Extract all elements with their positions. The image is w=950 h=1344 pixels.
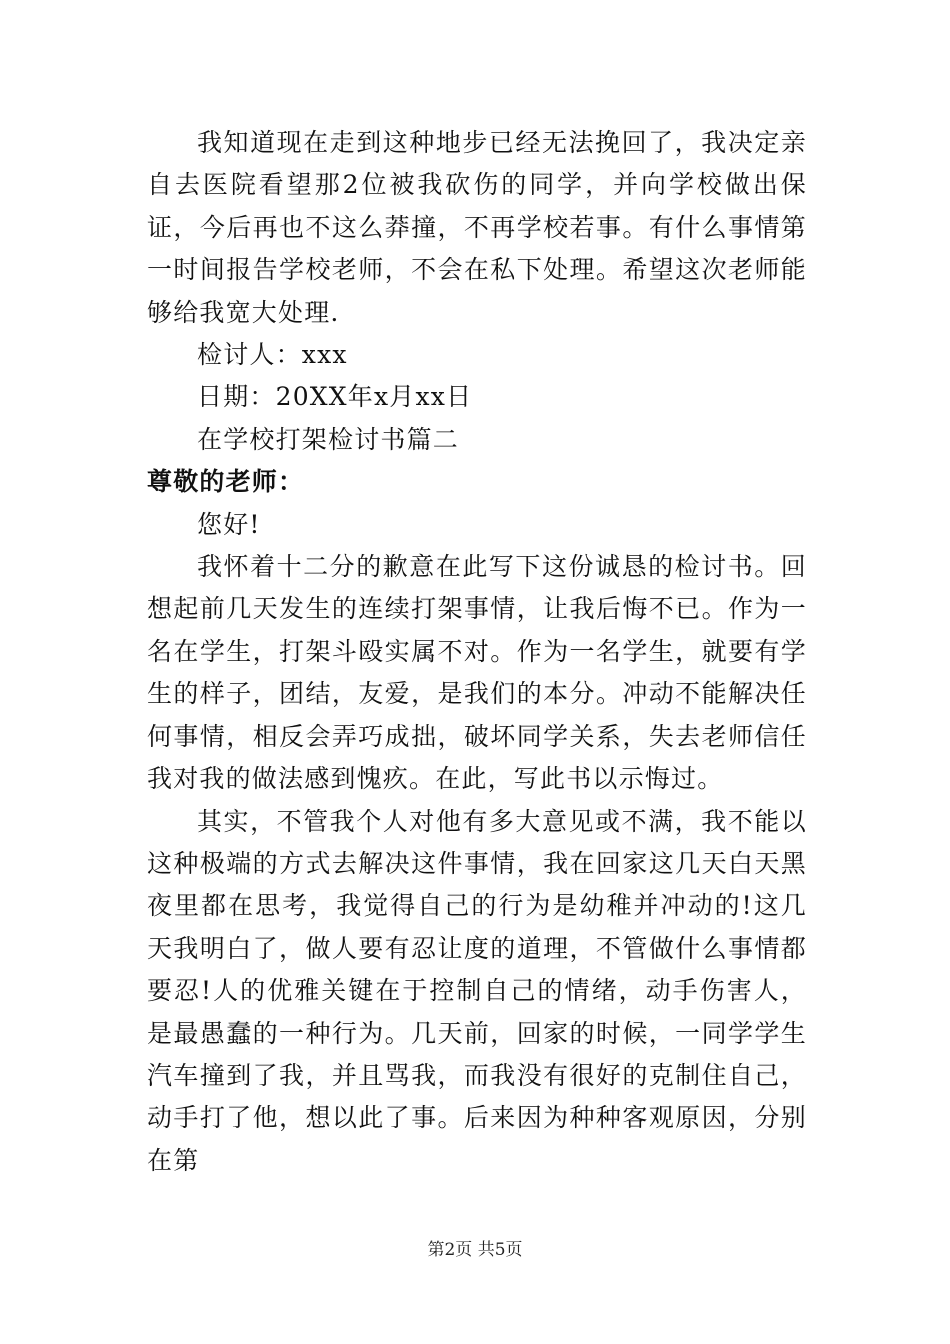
paragraph-regret: 我怀着十二分的歉意在此写下这份诚恳的检讨书。回想起前几天发生的连续打架事情，让我后悔不已。作为一名在学生，打架斗殴实属不对。作为一名学生，就要有学生的样子，团结，友爱，是我们的本分。冲动不能解决任何事情，相反会弄巧成拙，破坏同学关系，失去老师信任我对我的做法感到愧疚。在此，写此书以示悔过。 <box>147 552 807 794</box>
section-title: 在学校打架检讨书篇二 <box>197 424 460 454</box>
greeting: 您好! <box>197 509 261 539</box>
paragraph-reflection: 其实，不管我个人对他有多大意见或不满，我不能以这种极端的方式去解决这件事情，我在回家这几天白天黑夜里都在思考，我觉得自己的行为是幼稚并冲动的!这几天我明白了，做人要有忍让度的道理，不管做什么事情都要忍!人的优雅关键在于控制自己的情绪，动手伤害人，是最愚蠢的一种行为。几天前，回家的时候，一同学学生汽车撞到了我，并且骂我，而我没有很好的克制住自己，动手打了他，想以此了事。后来因为种种客观原因，分别在第 <box>147 806 807 1175</box>
date-line: 日期：20XX年x月xx日 <box>197 382 473 412</box>
paragraph-apology-conclusion: 我知道现在走到这种地步已经无法挽回了，我决定亲自去医院看望那2位被我砍伤的同学，并向学校做出保证，今后再也不这么莽撞，不再学校若事。有什么事情第一时间报告学校老师，不会在私下处理。希望这次老师能够给我宽大处理. <box>147 128 807 327</box>
page-footer: 第2页 共5页 <box>427 1240 523 1260</box>
document-body <box>147 122 807 1182</box>
salutation: 尊敬的老师： <box>147 467 305 497</box>
signer-line: 检讨人：xxx <box>197 340 348 370</box>
